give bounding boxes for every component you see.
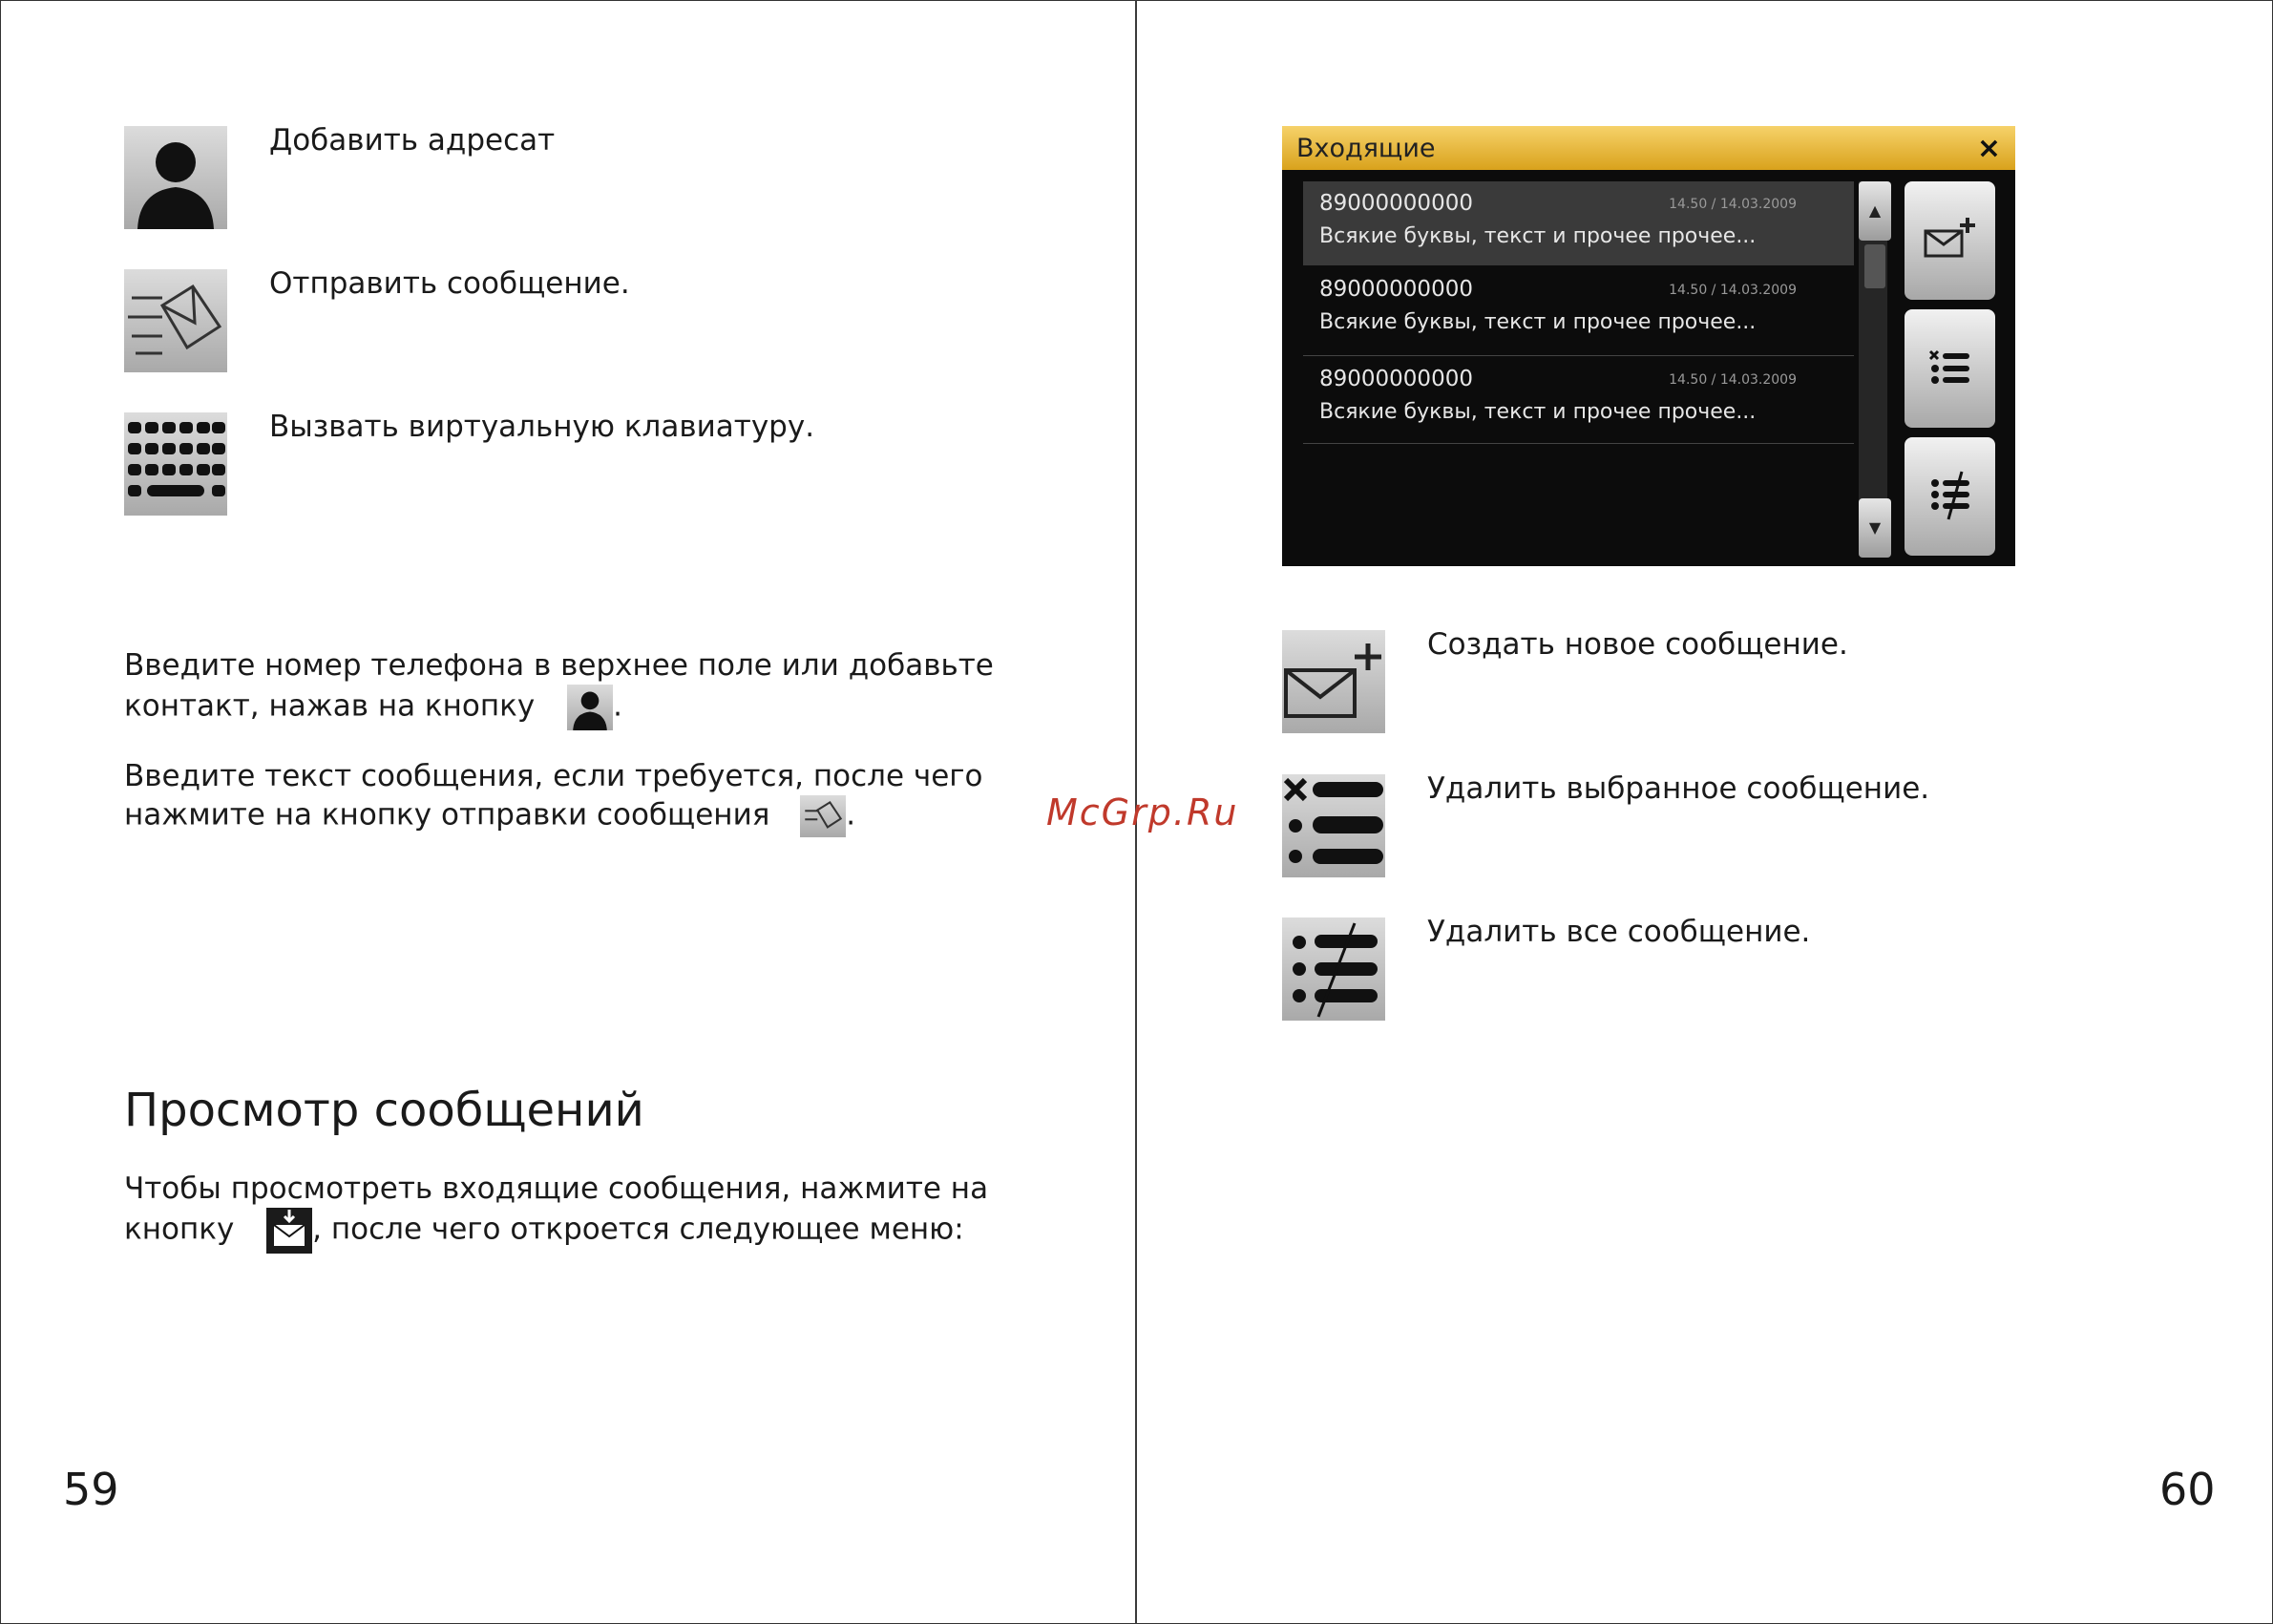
watermark: McGrp.Ru (1046, 791, 1239, 833)
message-row[interactable] (1303, 267, 1854, 351)
text-dot: . (613, 688, 622, 724)
delete-all-icon (1905, 437, 1995, 556)
page-number-right: 60 (2159, 1464, 2216, 1515)
add-recipient-label: Добавить адресат (269, 123, 556, 158)
text-line: Чтобы просмотреть входящие сообщения, нажмите на (124, 1171, 989, 1206)
message-number: 89000000000 (1319, 191, 1473, 216)
person-icon (124, 126, 227, 229)
paragraph-add-contact (124, 647, 994, 730)
message-number: 89000000000 (1319, 367, 1473, 391)
text-line: Введите текст сообщения, если требуется, после чего (124, 759, 983, 793)
delete-all-label: Удалить все сообщение. (1427, 915, 1811, 949)
keyboard-label: Вызвать виртуальную клавиатуру. (269, 410, 815, 444)
delete-selected-icon (1282, 774, 1385, 877)
delete-all-icon (1282, 917, 1385, 1021)
person-icon (567, 685, 613, 730)
scroll-down-button[interactable]: ▼ (1859, 498, 1891, 558)
inbox-title: Входящие (1296, 134, 1436, 163)
new-message-icon (1282, 630, 1385, 733)
close-icon[interactable]: × (1976, 132, 2001, 165)
message-number: 89000000000 (1319, 277, 1473, 302)
message-time: 14.50 / 14.03.2009 (1669, 283, 1797, 298)
scroll-up-button[interactable]: ▲ (1859, 181, 1891, 241)
delete-selected-label: Удалить выбранное сообщение. (1427, 771, 1930, 806)
paragraph-send-message (124, 758, 983, 837)
scrollbar-thumb[interactable] (1864, 244, 1885, 288)
new-message-button[interactable] (1905, 181, 1995, 300)
text-line: нажмите на кнопку отправки сообщения (124, 797, 770, 833)
message-time: 14.50 / 14.03.2009 (1669, 372, 1797, 388)
delete-selected-button[interactable] (1905, 309, 1995, 428)
inbox-window (1282, 126, 2015, 566)
delete-all-button[interactable] (1905, 437, 1995, 556)
inbox-icon (266, 1208, 312, 1254)
create-message-label: Создать новое сообщение. (1427, 627, 1848, 662)
message-text: Всякие буквы, текст и прочее прочее... (1319, 224, 1757, 248)
keyboard-icon (124, 412, 227, 516)
message-row[interactable] (1303, 357, 1854, 441)
message-time: 14.50 / 14.03.2009 (1669, 197, 1797, 212)
row-separator (1303, 355, 1854, 356)
message-row[interactable] (1303, 181, 1854, 265)
section-heading: Просмотр сообщений (124, 1084, 644, 1137)
text-dot: . (846, 797, 856, 833)
text-line: контакт, нажав на кнопку (124, 688, 536, 724)
text-line: , после чего откроется следующее меню: (312, 1212, 964, 1247)
text-line: кнопку (124, 1212, 235, 1247)
new-message-icon (1905, 181, 1995, 300)
message-text: Всякие буквы, текст и прочее прочее... (1319, 310, 1757, 334)
send-message-icon (124, 269, 227, 372)
text-line: Введите номер телефона в верхнее поле или добавьте (124, 648, 994, 683)
paragraph-inbox (124, 1171, 989, 1254)
send-message-icon (800, 795, 846, 837)
message-text: Всякие буквы, текст и прочее прочее... (1319, 400, 1757, 424)
row-separator (1303, 443, 1854, 444)
page-number-left: 59 (63, 1464, 119, 1515)
delete-selected-icon (1905, 309, 1995, 428)
inbox-titlebar (1282, 126, 2015, 170)
send-message-label: Отправить сообщение. (269, 266, 630, 301)
